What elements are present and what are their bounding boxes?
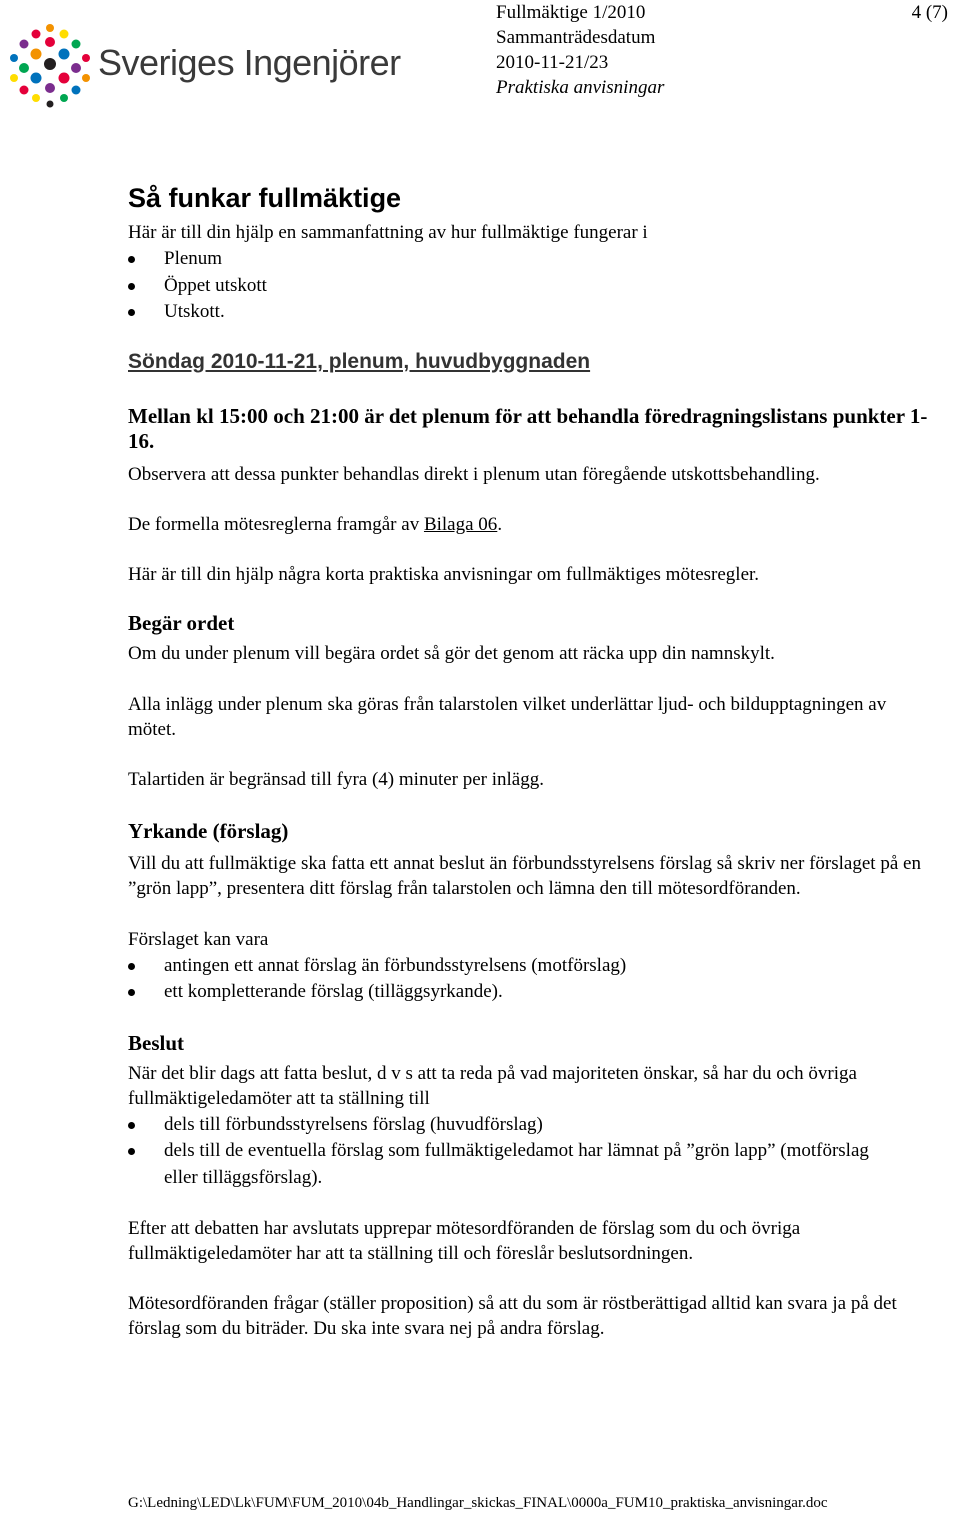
beslut-list: [128, 1112, 928, 1192]
list-item: Plenum: [128, 246, 928, 273]
list-item: Öppet utskott: [128, 273, 928, 300]
page-number: 4 (7): [911, 2, 948, 23]
list-item: ett kompletterande förslag (tilläggsyrkande).: [128, 979, 928, 1006]
begar-paragraph-2: Alla inlägg under plenum ska göras från talarstolen vilket underlättar ljud- och bildupptagningen av mötet.: [128, 693, 887, 740]
header-date-label: Sammanträdesdatum: [496, 27, 656, 48]
logo-dots-icon: [6, 22, 96, 108]
logo-text: Sveriges Ingenjörer: [98, 42, 401, 83]
tips-text: Här är till din hjälp några korta praktiska anvisningar om fullmäktiges mötesregler.: [128, 563, 760, 585]
intro-list: [128, 246, 928, 326]
list-item: Utskott.: [128, 299, 928, 326]
intro-text: Här är till din hjälp en sammanfattning av hur fullmäktige fungerar i: [128, 222, 648, 243]
document-header: [496, 0, 664, 100]
beslut-paragraph-1: När det blir dags att fatta beslut, d v s att ta reda på vad majoriteten önskar, så har du och övriga fullmäktigeledamöter att ta ställning till: [128, 1062, 857, 1109]
bilaga-link[interactable]: Bilaga 06: [423, 513, 498, 535]
header-date: 2010-11-21/23: [496, 52, 609, 73]
page-title: Så funkar fullmäktige: [128, 183, 402, 213]
section-heading-beslut: Beslut: [128, 1030, 185, 1055]
yrkande-paragraph-2: Förslaget kan vara: [128, 928, 269, 950]
list-item: dels till förbundsstyrelsens förslag (huvudförslag): [128, 1112, 928, 1139]
footer-file-path: G:\Ledning\LED\Lk\FUM\FUM_2010\04b_Handlingar_skickas_FINAL\0000a_FUM10_praktiska_anvisningar.doc: [128, 1495, 828, 1511]
beslut-paragraph-2: Efter att debatten har avslutats upprepar mötesordföranden de förslag som du och övriga fullmäktigeledamöter har att ta ställning till och föreslår beslutsordningen.: [128, 1218, 801, 1264]
section-heading-begar-ordet: Begär ordet: [128, 610, 235, 635]
section-heading-sunday: Söndag 2010-11-21, plenum, huvudbyggnaden: [128, 349, 591, 373]
formal-rules-prefix: De formella mötesreglerna framgår av: [128, 513, 424, 535]
organization-logo: [6, 22, 406, 108]
begar-paragraph-1: Om du under plenum vill begära ordet så gör det genom att räcka upp din namnskylt.: [128, 642, 775, 664]
section-heading-yrkande: Yrkande (förslag): [128, 818, 289, 843]
document-body: [128, 180, 928, 1341]
plenum-text: Mellan kl 15:00 och 21:00 är det plenum för att behandla föredragningslistans punkter 1-16.: [128, 403, 928, 453]
observe-text: Observera att dessa punkter behandlas direkt i plenum utan föregående utskottsbehandling.: [128, 463, 820, 485]
formal-rules-suffix: .: [497, 513, 503, 535]
header-doc-title: Praktiska anvisningar: [496, 77, 665, 98]
list-item: dels till de eventuella förslag som fullmäktigeledamot har lämnat på ”grön lapp” (motförslag eller tilläggsförslag).: [128, 1138, 928, 1191]
list-item: antingen ett annat förslag än förbundsstyrelsens (motförslag): [128, 953, 928, 980]
beslut-paragraph-3: Mötesordföranden frågar (ställer proposition) så att du som är röstberättigad alltid kan svara ja på det förslag som du biträder. Du ska inte svara nej på andra förslag.: [128, 1293, 897, 1339]
yrkande-list: [128, 953, 928, 1006]
header-meeting: Fullmäktige 1/2010: [496, 2, 646, 23]
yrkande-paragraph-1: Vill du att fullmäktige ska fatta ett annat beslut än förbundsstyrelsens förslag så skriv ner förslaget på en ”grön lapp”, presentera ditt förslag från talarstolen och lämna den till mötesordföranden.: [128, 852, 921, 899]
formal-rules-text: [128, 512, 928, 537]
begar-paragraph-3: Talartiden är begränsad till fyra (4) minuter per inlägg.: [128, 768, 544, 790]
